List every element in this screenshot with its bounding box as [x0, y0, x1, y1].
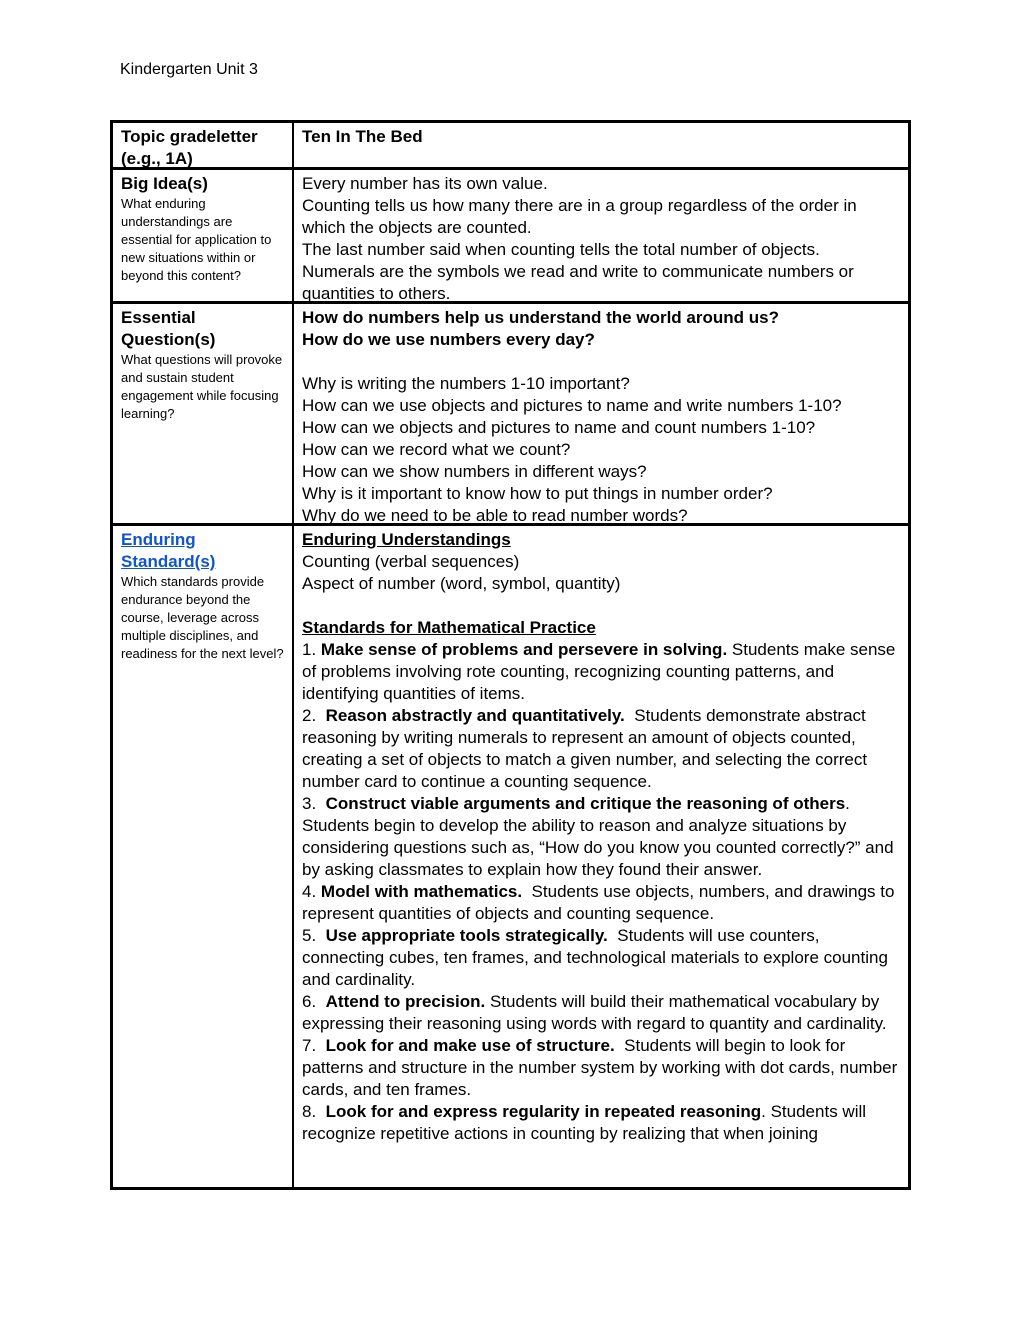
enduring-standards-link[interactable]: Enduring Standard(s) — [121, 530, 216, 571]
enduring-understandings-heading: Enduring Understandings — [302, 530, 511, 549]
enduring-understanding: Counting (verbal sequences) — [302, 552, 520, 571]
practice-text: Students will use counters, connecting cubes, ten frames, and technological materials to explore counting and cardinality. — [302, 926, 893, 989]
topic-label-cell — [113, 123, 294, 167]
essential-questions-row — [113, 304, 908, 526]
big-idea-line: The last number said when counting tells the total number of objects. — [302, 240, 820, 259]
practice-title: Look for and express regularity in repeated reasoning — [325, 1102, 762, 1121]
enduring-standards-label-cell — [113, 526, 294, 1187]
essential-question: How can we objects and pictures to name and count numbers 1-10? — [302, 418, 816, 437]
essential-questions-label-cell — [113, 304, 294, 523]
big-idea-line: Numerals are the symbols we read and write to communicate numbers or quantities to others. — [302, 262, 854, 303]
practice-text: . Students begin to develop the ability to reason and analyze situations by considering questions such as, “How do you know you counted correctly?” and by asking classmates to explain how they found their answer. — [302, 794, 899, 879]
big-idea-line: Every number has its own value. — [302, 174, 548, 193]
practice-title: Attend to precision. — [325, 992, 486, 1011]
practice-item — [302, 881, 900, 925]
practice-number: 4. — [302, 882, 321, 901]
big-idea-line: Counting tells us how many there are in a group regardless of the order in which the objects are counted. — [302, 196, 857, 237]
practice-number: 5. — [302, 926, 326, 945]
big-idea-row — [113, 170, 908, 304]
essential-question: How can we record what we count? — [302, 440, 571, 459]
practice-item — [302, 639, 900, 705]
essential-questions-label: Essential Question(s) — [121, 308, 216, 349]
essential-question: Why is it important to know how to put things in number order? — [302, 484, 773, 503]
practice-item — [302, 1101, 900, 1145]
big-idea-description: What enduring understandings are essential for application to new situations within or beyond this content? — [121, 196, 272, 283]
practice-title: Construct viable arguments and critique the reasoning of others — [325, 794, 846, 813]
essential-question-bold: How do we use numbers every day? — [302, 330, 595, 349]
practice-text: Students use objects, numbers, and drawings to represent quantities of objects and counting sequence. — [302, 882, 900, 923]
big-idea-label-cell — [113, 170, 294, 301]
practice-title: Reason abstractly and quantitatively. — [325, 706, 625, 725]
practice-number: 2. — [302, 706, 326, 725]
essential-questions-content — [294, 304, 908, 523]
practice-text: Students demonstrate abstract reasoning by writing numerals to represent an amount of objects counted, creating a set of objects to match a given number, and selecting the correct number card to continue a counting sequence. — [302, 706, 872, 791]
enduring-standards-content — [294, 526, 908, 1187]
enduring-standards-row — [113, 526, 908, 1190]
practice-title: Look for and make use of structure. — [325, 1036, 615, 1055]
practice-item — [302, 705, 900, 793]
essential-question: Why is writing the numbers 1-10 important? — [302, 374, 630, 393]
practice-title: Model with mathematics. — [320, 882, 523, 901]
practice-number: 3. — [302, 794, 326, 813]
practice-text: Students will build their mathematical vocabulary by expressing their reasoning using words with regard to quantity and cardinality. — [302, 992, 887, 1033]
essential-question: How can we use objects and pictures to name and write numbers 1-10? — [302, 396, 842, 415]
practice-title: Make sense of problems and persevere in solving. — [320, 640, 728, 659]
practice-title: Use appropriate tools strategically. — [325, 926, 608, 945]
page-header: Kindergarten Unit 3 — [120, 61, 258, 78]
topic-row — [113, 123, 908, 170]
practice-text: . Students will recognize repetitive actions in counting by realizing that when joining — [302, 1102, 871, 1143]
practice-number: 8. — [302, 1102, 326, 1121]
enduring-understanding: Aspect of number (word, symbol, quantity) — [302, 574, 621, 593]
practice-heading: Standards for Mathematical Practice — [302, 618, 596, 637]
practice-number: 7. — [302, 1036, 326, 1055]
practice-text: Students make sense of problems involving rote counting, recognizing counting patterns, and identifying quantities of items. — [302, 640, 901, 703]
practice-number: 1. — [302, 640, 321, 659]
practice-item — [302, 1035, 903, 1101]
essential-question-bold: How do numbers help us understand the world around us? — [302, 308, 779, 327]
topic-value-cell — [294, 123, 908, 167]
practice-number: 6. — [302, 992, 326, 1011]
essential-question: How can we show numbers in different ways? — [302, 462, 647, 481]
practice-item — [302, 991, 900, 1035]
big-idea-label: Big Idea(s) — [121, 174, 208, 193]
practice-text: Students will begin to look for patterns and structure in the number system by working with dot cards, number cards, and ten frames. — [302, 1036, 903, 1099]
topic-value: Ten In The Bed — [302, 127, 423, 146]
topic-label: Topic gradeletter (e.g., 1A) — [121, 127, 258, 168]
enduring-standards-description: Which standards provide endurance beyond the course, leverage across multiple disciplines, and readiness for the next level? — [121, 574, 284, 661]
essential-question: Why do we need to be able to read number words? — [302, 506, 688, 525]
essential-questions-description: What questions will provoke and sustain student engagement while focusing learning? — [121, 352, 283, 421]
practice-item — [302, 793, 900, 881]
practice-item — [302, 925, 900, 991]
big-idea-content — [294, 170, 908, 301]
unit-plan-table — [110, 120, 911, 1190]
